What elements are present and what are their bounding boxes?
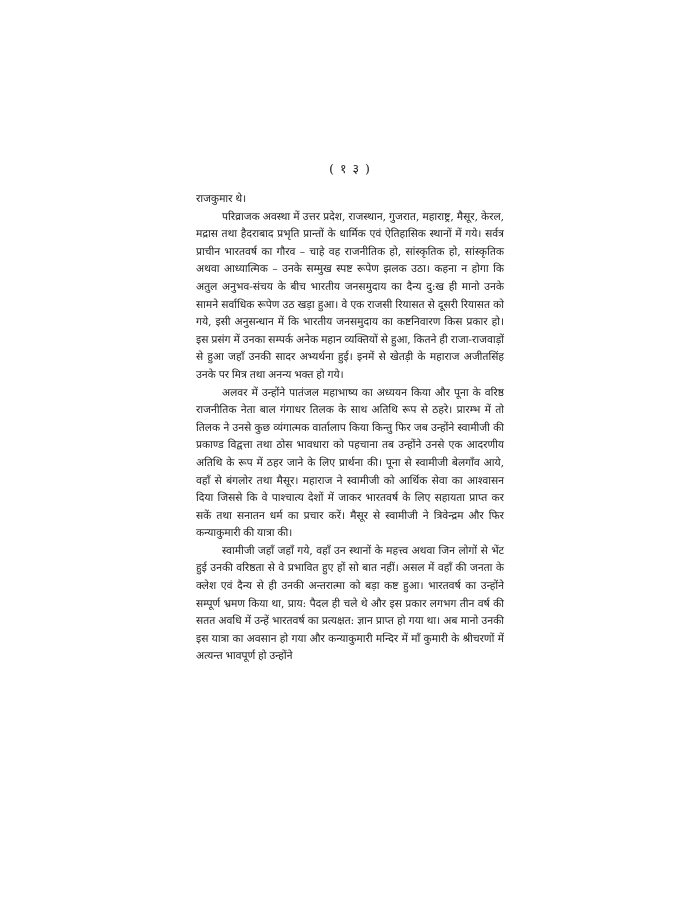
paragraph-continuation: राजकुमार थे।	[196, 193, 247, 205]
paragraph-travels: परिव्राजक अवस्था में उत्तर प्रदेश, राजस्थान, गुजरात, महाराष्ट्र, मैसूर, केरल, मद्रास तथा हैदराबाद प्रभृति प्रान्तों के धार्मिक एवं ऐतिहासिक स्थानों में गये। सर्वत्र प्राचीन भारतवर्ष का गौरव – चाहे वह राजनीतिक हो, सांस्कृतिक हो, सांस्कृतिक अथवा आध्यात्मिक – उनके सम्मुख स्पष्ट रूपेण झलक उठा। कहना न होगा कि अतुल अनुभव-संचय के बीच भारतीय जनसमुदाय का दैन्य दु:ख ही मानो उनके सामने सर्वाधिक रूपेण उठ खड़ा हुआ। वे एक राजसी रियासत से दूसरी रियासत को गये, इसी अनुसन्धान में कि भारतीय जनसमुदाय का कष्टनिवारण किस प्रकार हो। इस प्रसंग में उनका सम्पर्क अनेक महान व्यक्तियों से हुआ, कितने ही राजा-राजवाड़ों से हुआ जहाँ उनकी सादर अभ्यर्थना हुई। इनमें से खेतड़ी के महाराज अजीतसिंह उनके पर मित्र तथा अनन्य भक्त हो गये।	[196, 210, 504, 381]
paragraph-kanyakumari: स्वामीजी जहाँ जहाँ गये, वहाँ उन स्थानों के महत्त्व अथवा जिन लोगों से भेंट हुई उनकी वरिष्ठता से वे प्रभावित हुए हों सो बात नहीं। असल में वहाँ की जनता के क्लेश एवं दैन्य से ही उनकी अन्तरात्मा को बड़ा कष्ट हुआ। भारतवर्ष का उन्होंने सम्पूर्ण भ्रमण किया था, प्राय: पैदल ही चले थे और इस प्रकार लगभग तीन वर्ष की सतत अवधि में उन्हें भारतवर्ष का प्रत्यक्षत: ज्ञान प्राप्त हो गया था। अब मानो उनकी इस यात्रा का अवसान हो गया और कन्याकुमारी मन्दिर में माँ कुमारी के श्रीचरणों में अत्यन्त भावपूर्ण हो उन्होंने	[196, 544, 504, 663]
paragraph-alwar-tilak: अलवर में उन्होंने पातंजल महाभाष्य का अध्ययन किया और पूना के वरिष्ठ राजनीतिक नेता बाल गंगाधर तिलक के साथ अतिथि रूप से ठहरे। प्रारम्भ में तो तिलक ने उनसे कुछ व्यंगात्मक वार्तालाप किया किन्तु फिर जब उन्होंने स्वामीजी की प्रकाण्ड विद्वत्ता तथा ठोस भावधारा को पहचाना तब उन्होंने उनसे एक आदरणीय अतिथि के रूप में ठहर जाने के लिए प्रार्थना की। पूना से स्वामीजी बेलगाँव आये, वहाँ से बंगलोर तथा मैसूर। महाराज ने स्वामीजी को आर्थिक सेवा का आश्वासन दिया जिससे कि वे पाश्चात्य देशों में जाकर भारतवर्ष के लिए सहायता प्राप्त कर सकें तथा सनातन धर्म का प्रचार करें। मैसूर से स्वामीजी ने त्रिवेन्द्रम और फिर कन्याकुमारी की यात्रा की।	[196, 386, 504, 540]
page-number: ( १ ३ )	[329, 161, 371, 176]
book-page	[196, 160, 504, 666]
